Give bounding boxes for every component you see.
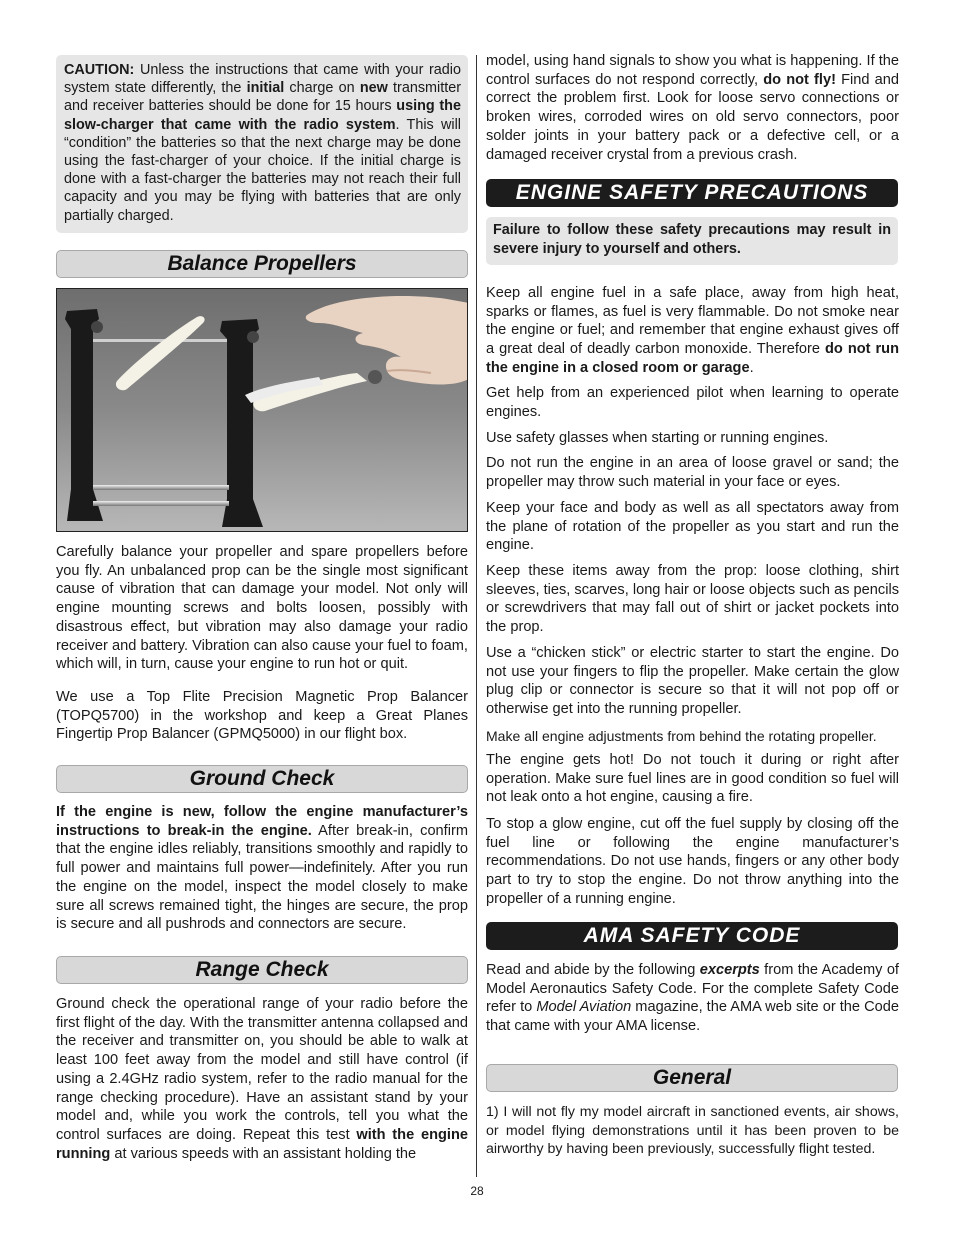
- page-number: 28: [470, 1184, 484, 1198]
- balance-propellers-header: [56, 250, 468, 278]
- ground-check-header: [56, 765, 468, 793]
- engine-safety-header: [486, 179, 898, 207]
- engine-paragraph-6: Keep these items away from the prop: loose clothing, shirt sleeves, ties, scarves, long hair or loose objects such as pencils or screwdrivers that may fall out of shirt or jacket pockets into the prop.: [486, 563, 899, 636]
- prop-balancer-photo: [56, 288, 468, 532]
- engine-paragraph-5: Keep your face and body as well as all spectators away from the plane of rotation of the propeller as you start and run the engine.: [486, 500, 899, 554]
- ground-check-paragraph: If the engine is new, follow the engine manufacturer’s instructions to break-in the engine. After break-in, confirm that the engine idles reliably, transitions smoothly and rapidly to full power and maintains full power—indefinitely. After you run the engine on the model, inspect the model closely to make sure all screws remained tight, the hinges are secure, the prop is secure and all pushrods and connectors are secure.: [56, 804, 468, 933]
- range-check-header: [56, 956, 468, 984]
- engine-paragraph-7: Use a “chicken stick” or electric starter to start the engine. Do not use your fingers to flip the propeller. Make certain the glow plug clip or connector is secure so that it will not pop off or otherwise get into the running propeller.: [486, 645, 899, 718]
- engine-warning-box: [486, 217, 898, 265]
- engine-paragraph-2: Get help from an experienced pilot when learning to operate engines.: [486, 385, 899, 420]
- engine-paragraph-8: Make all engine adjustments from behind the rotating propeller.: [486, 728, 877, 744]
- caution-label: CAUTION:: [64, 62, 135, 78]
- general-header: [486, 1064, 898, 1092]
- section-title: Range Check: [195, 958, 329, 981]
- engine-paragraph-9: The engine gets hot! Do not touch it during or right after operation. Make sure fuel lines are in good condition so fuel will not leak onto a hot engine, causing a fire.: [486, 752, 899, 806]
- engine-paragraph-4: Do not run the engine in an area of loose gravel or sand; the propeller may throw such material in your face or eyes.: [486, 455, 899, 490]
- section-title: ENGINE SAFETY PRECAUTIONS: [515, 181, 869, 204]
- column-divider: [476, 55, 477, 1177]
- section-title: Ground Check: [189, 767, 335, 790]
- section-title: General: [652, 1066, 732, 1089]
- general-paragraph-1: 1) I will not fly my model aircraft in sanctioned events, air shows, or model flying demonstrations until it has been proven to be airworthy by having been previously, successfully flight tested.: [486, 1104, 899, 1158]
- prop-balancer-image: [57, 289, 468, 532]
- ama-safety-header: [486, 922, 898, 950]
- continued-paragraph: model, using hand signals to show you what is happening. If the control surfaces do not respond correctly, do not fly! Find and correct the problem first. Look for loose servo connections or broken wires, corroded wires on old servo connectors, poor solder joints in your battery pack or a defective cell, or a damaged receiver crystal from a previous crash.: [486, 53, 899, 163]
- section-title: AMA SAFETY CODE: [583, 924, 801, 947]
- engine-paragraph-10: To stop a glow engine, cut off the fuel supply by closing off the fuel line or following the engine manufacturer’s recommendations. Do not use hands, fingers or any other body part to try to stop the engine. Do not throw anything into the propeller of a running engine.: [486, 816, 899, 907]
- section-title: Balance Propellers: [167, 252, 357, 275]
- balance-paragraph-2: We use a Top Flite Precision Magnetic Prop Balancer (TOPQ5700) in the workshop and keep a Great Planes Fingertip Prop Balancer (GPMQ5000) in our flight box.: [56, 689, 468, 743]
- engine-paragraph-1: Keep all engine fuel in a safe place, away from high heat, sparks or flames, as fuel is very flammable. Do not smoke near the engine or fuel; and remember that engine exhaust gives off a great deal of deadly carbon monoxide. Therefore do not run the engine in a closed room or garage.: [486, 285, 899, 376]
- balance-paragraph-1: Carefully balance your propeller and spare propellers before you fly. An unbalanced prop can be the single most significant cause of vibration that can damage your model. Not only will engine mounting screws and bolts loosen, possibly with disastrous effect, but vibration may also damage your radio receiver and battery. Vibration can also cause your fuel to foam, which will, in turn, cause your engine to run hot or quit.: [56, 544, 468, 673]
- caution-box: [56, 55, 468, 233]
- caution-text: CAUTION: Unless the instructions that came with your radio system state differently, the initial charge on new transmitter and receiver batteries should be done for 15 hours using the slow-charger that came with the radio system. This will “condition” the batteries so that the next charge may be done using the fast-charger of your choice. If the initial charge is done with a fast-charger the batteries may not reach their full capacity and you may be flying with batteries that are only partially charged.: [64, 62, 462, 224]
- engine-warning-text: Failure to follow these safety precautions may result in severe injury to yourself and others.: [493, 222, 891, 257]
- ama-paragraph: Read and abide by the following excerpts from the Academy of Model Aeronautics Safety Code. For the complete Safety Code refer to Model Aviation magazine, the AMA web site or the Code that came with your AMA license.: [486, 962, 899, 1035]
- range-check-paragraph: Ground check the operational range of your radio before the first flight of the day. With the transmitter antenna collapsed and the receiver and transmitter on, you should be able to walk at least 100 feet away from the model and still have control (if using a 2.4GHz radio system, refer to the radio manual for the range checking procedure). Have an assistant stand by your model and, while you work the controls, tell you what the control surfaces are doing. Repeat this test with the engine running at various speeds with an assistant holding the: [56, 996, 468, 1162]
- engine-paragraph-3: Use safety glasses when starting or running engines.: [486, 430, 829, 446]
